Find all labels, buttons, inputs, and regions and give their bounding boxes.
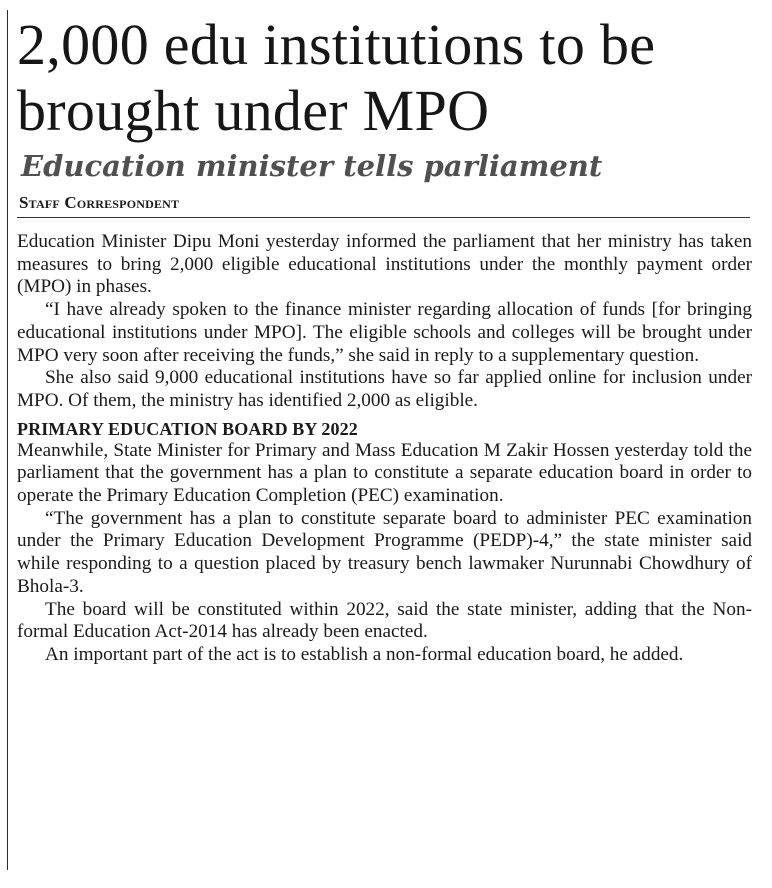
news-article: [17, 0, 752, 667]
section-title: PRIMARY EDUCATION BOARD BY 2022: [17, 418, 358, 439]
paragraph: The board will be constituted within 2022, said the state minister, adding that the Non-formal Education Act-2014 has already been enacted.: [17, 598, 752, 643]
paragraph: Education Minister Dipu Moni yesterday informed the parliament that her ministry has taken measures to bring 2,000 eligible educational institutions under the monthly payment order (MPO) in phases.: [17, 231, 752, 298]
column-rule: [7, 10, 8, 870]
paragraph: She also said 9,000 educational institutions have so far applied online for inclusion under MPO. Of them, the ministry has identified 2,000 as eligible.: [17, 367, 752, 411]
paragraph: An important part of the act is to establish a non-formal education board, he added.: [45, 643, 684, 665]
headline: 2,000 edu institutions to be brought under MPO: [17, 12, 656, 143]
paragraph: “The government has a plan to constitute separate board to administer PEC examination under the Primary Education Development Programme (PEDP)-4,” the state minister said while responding to a question placed by treasury bench lawmaker Nurunnabi Chowdhury of Bhola-3.: [17, 507, 752, 597]
byline-divider: [17, 217, 750, 218]
byline: Staff Correspondent: [19, 193, 180, 212]
subheadline: Education minister tells parliament: [21, 149, 603, 183]
article-body: [17, 231, 752, 667]
paragraph: “I have already spoken to the finance minister regarding allocation of funds [for bringing educational institutions under MPO]. The eligible schools and colleges will be brought under MPO very soon after receiving the funds,” she said in reply to a supplementary question.: [17, 299, 752, 366]
paragraph: Meanwhile, State Minister for Primary and Mass Education M Zakir Hossen yesterday told the parliament that the government has a plan to constitute a separate education board in order to operate the Primary Education Completion (PEC) examination.: [17, 439, 752, 507]
